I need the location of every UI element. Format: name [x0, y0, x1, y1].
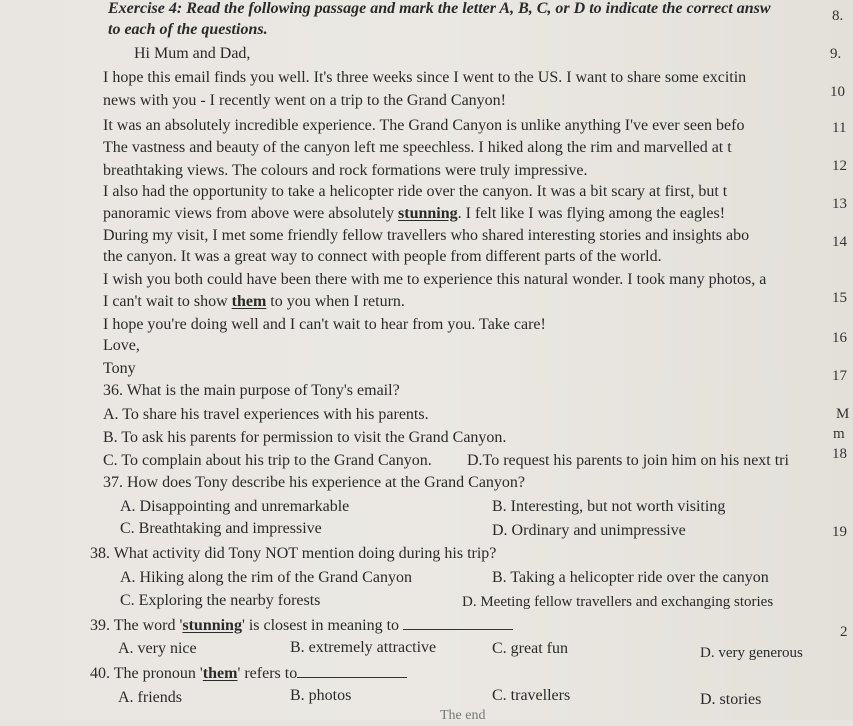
passage-line: I hope this email finds you well. It's three weeks since I went to the US. I want to share some excitin	[103, 69, 747, 86]
question-36-stem: 36. What is the main purpose of Tony's email?	[103, 382, 400, 399]
passage-line: I hope you're doing well and I can't wait to hear from you. Take care!	[103, 316, 546, 333]
underlined-word-them-q40: them	[202, 665, 238, 682]
letter-closing: Love,	[103, 337, 140, 354]
passage-line: I wish you both could have been there with me to experience this natural wonder. I took many photos, a	[103, 271, 767, 288]
underlined-word-stunning-q39: stunning	[182, 617, 242, 634]
question-37-option-b[interactable]: B. Interesting, but not worth visiting	[492, 498, 726, 515]
margin-number: 9.	[830, 46, 842, 62]
margin-number: 17	[832, 368, 847, 384]
margin-number: 18	[832, 446, 847, 462]
exercise-title: Exercise 4: Read the following passage and mark the letter A, B, C, or D to indicate the correct answ	[108, 0, 771, 17]
passage-line: news with you - I recently went on a trip to the Grand Canyon!	[103, 92, 507, 109]
question-36-option-b[interactable]: B. To ask his parents for permission to visit the Grand Canyon.	[103, 429, 507, 446]
question-40-stem: 40. The pronoun 'them' refers to	[90, 663, 407, 684]
question-38-option-d[interactable]: D. Meeting fellow travellers and exchanging stories	[462, 594, 774, 610]
question-38-option-b[interactable]: B. Taking a helicopter ride over the canyon	[492, 569, 769, 586]
passage-line: I also had the opportunity to take a helicopter ride over the canyon. It was a bit scary at first, but t	[103, 183, 728, 200]
question-39-stem: 39. The word 'stunning' is closest in meaning to	[90, 615, 513, 636]
margin-number: 8.	[832, 8, 844, 24]
letter-greeting: Hi Mum and Dad,	[134, 45, 251, 62]
question-40-option-b[interactable]: B. photos	[290, 687, 352, 704]
question-39-option-a[interactable]: A. very nice	[118, 640, 197, 657]
passage-line: the canyon. It was a great way to connect with people from different parts of the world.	[103, 248, 662, 265]
question-38-option-c[interactable]: C. Exploring the nearby forests	[120, 592, 321, 609]
letter-signature: Tony	[103, 360, 136, 377]
margin-number: 11	[832, 120, 847, 136]
question-37-stem: 37. How does Tony describe his experience at the Grand Canyon?	[103, 474, 526, 491]
margin-number: 16	[832, 330, 847, 346]
question-37-option-d[interactable]: D. Ordinary and unimpressive	[492, 522, 686, 539]
question-40-option-d[interactable]: D. stories	[700, 691, 762, 708]
passage-line: It was an absolutely incredible experience. The Grand Canyon is unlike anything I've ever seen befo	[103, 117, 745, 134]
question-40-option-a[interactable]: A. friends	[118, 689, 182, 706]
passage-line: During my visit, I met some friendly fellow travellers who shared interesting stories and insights abo	[103, 227, 750, 244]
underlined-word-them: them	[231, 293, 267, 310]
margin-number: 13	[832, 196, 847, 212]
question-36-option-d[interactable]: D.To request his parents to join him on his next tri	[467, 452, 789, 469]
margin-number: 14	[832, 234, 847, 250]
answer-blank-39[interactable]	[403, 615, 513, 630]
question-37-option-a[interactable]: A. Disappointing and unremarkable	[120, 498, 350, 515]
question-36-option-a[interactable]: A. To share his travel experiences with his parents.	[103, 406, 429, 423]
margin-number: 15	[832, 290, 847, 306]
question-36-option-c[interactable]: C. To complain about his trip to the Grand Canyon.	[103, 452, 432, 469]
margin-number: 19	[832, 524, 847, 540]
question-40-option-c[interactable]: C. travellers	[492, 687, 571, 704]
passage-line: I can't wait to show them to you when I return.	[103, 293, 405, 310]
margin-number: m	[833, 426, 845, 442]
passage-line: The vastness and beauty of the canyon left me speechless. I hiked along the rim and marvelled at t	[103, 139, 732, 156]
question-39-option-d[interactable]: D. very generous	[700, 645, 803, 661]
underlined-word-stunning: stunning	[398, 205, 458, 222]
question-37-option-c[interactable]: C. Breathtaking and impressive	[120, 520, 322, 537]
question-39-option-c[interactable]: C. great fun	[492, 640, 568, 657]
passage-line: panoramic views from above were absolutely stunning. I felt like I was flying among the eagles!	[103, 205, 726, 222]
margin-number: M	[836, 406, 850, 422]
footer-the-end: The end	[440, 708, 486, 723]
margin-number: 2	[840, 624, 848, 640]
answer-blank-40[interactable]	[297, 663, 407, 678]
question-39-option-b[interactable]: B. extremely attractive	[290, 639, 437, 656]
passage-line: breathtaking views. The colours and rock formations were truly impressive.	[103, 162, 588, 179]
margin-number: 10	[830, 84, 845, 100]
margin-number: 12	[832, 158, 847, 174]
question-38-option-a[interactable]: A. Hiking along the rim of the Grand Canyon	[120, 569, 412, 586]
exercise-title-cont: to each of the questions.	[108, 21, 268, 38]
question-38-stem: 38. What activity did Tony NOT mention doing during his trip?	[90, 545, 497, 562]
